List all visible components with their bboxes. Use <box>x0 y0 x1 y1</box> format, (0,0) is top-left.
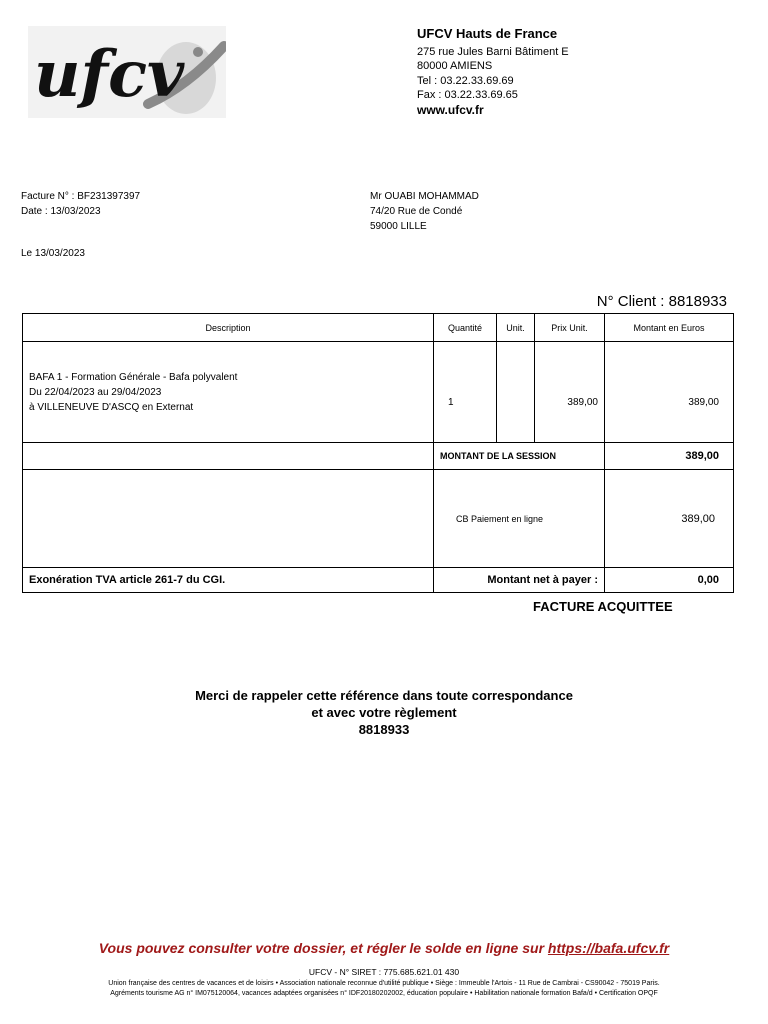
net-amount: 0,00 <box>605 568 734 593</box>
net-label: Montant net à payer : <box>434 568 605 593</box>
payment-amount: 389,00 <box>605 470 734 568</box>
footer-legal-line1: Union française des centres de vacances et de loisirs • Association nationale reconnue d'utilité publique • Siège : Immeuble l'Artois - 11 Rue de Cambrai - CS90042 - 75019 Paris. <box>108 980 660 987</box>
client-street: 74/20 Rue de Condé <box>370 206 463 217</box>
header-prix-unit: Prix Unit. <box>535 314 605 342</box>
net-row <box>23 568 734 593</box>
invoice-date: Date : 13/03/2023 <box>21 206 101 217</box>
client-name: Mr OUABI MOHAMMAD <box>370 191 479 202</box>
session-amount: 389,00 <box>605 443 734 470</box>
company-tel: Tel : 03.22.33.69.69 <box>417 74 514 87</box>
client-city: 59000 LILLE <box>370 221 427 232</box>
item-prix-unit: 389,00 <box>535 342 605 443</box>
company-fax: Fax : 03.22.33.69.65 <box>417 89 518 101</box>
company-address-line1: 275 rue Jules Barni Bâtiment E <box>417 45 569 58</box>
item-description-line2: Du 22/04/2023 au 29/04/2023 <box>29 386 162 398</box>
reference-note-line1: Merci de rappeler cette référence dans toute correspondance <box>195 688 573 703</box>
exoneration-note: Exonération TVA article 261-7 du CGI. <box>23 568 434 593</box>
header-unit: Unit. <box>497 314 535 342</box>
header-quantite: Quantité <box>434 314 497 342</box>
header-montant: Montant en Euros <box>605 314 734 342</box>
ufcv-logo <box>28 26 226 118</box>
logo-text: ufcv <box>34 37 185 112</box>
reference-note-line2: et avec votre règlement <box>311 705 457 720</box>
company-block <box>417 27 569 117</box>
paid-status: FACTURE ACQUITTEE <box>533 599 673 614</box>
table-row <box>23 342 734 443</box>
online-notice-text: Vous pouvez consulter votre dossier, et régler le solde en ligne sur <box>98 940 545 956</box>
item-description-line3: à VILLENEUVE D'ASCQ en Externat <box>29 401 194 413</box>
invoice-number: Facture N° : BF231397397 <box>21 191 141 202</box>
reference-note <box>0 687 768 738</box>
online-notice <box>0 940 768 956</box>
letter-date: Le 13/03/2023 <box>21 248 85 259</box>
payment-empty-cell <box>23 470 434 568</box>
client-number: N° Client : 8818933 <box>596 293 727 310</box>
company-website[interactable]: www.ufcv.fr <box>417 102 484 117</box>
invoice-table <box>22 313 734 593</box>
item-description-line1: BAFA 1 - Formation Générale - Bafa polyvalent <box>29 371 238 383</box>
reference-number: 8818933 <box>358 722 410 737</box>
header-description: Description <box>23 314 434 342</box>
item-description <box>23 342 434 443</box>
logo-dot <box>193 47 203 57</box>
footer-legal-line2: Agréments tourisme AG n° IM075120064, vacances adaptées organisées n° IDF20180202002, éducation populaire • Habilitation nationale formation Bafa/d • Certification OPQF <box>110 990 658 997</box>
session-total-row <box>23 443 734 470</box>
company-name: UFCV Hauts de France <box>417 26 558 41</box>
item-quantite: 1 <box>434 342 497 443</box>
item-montant: 389,00 <box>605 342 734 443</box>
payment-row <box>23 470 734 568</box>
item-unit <box>497 342 535 443</box>
table-header-row <box>23 314 734 342</box>
session-empty-cell <box>23 443 434 470</box>
company-address-line2: 80000 AMIENS <box>417 60 493 72</box>
footer-siret: UFCV - N° SIRET : 775.685.621.01 430 <box>308 967 460 977</box>
payment-label: CB Paiement en ligne <box>434 470 605 568</box>
session-label: MONTANT DE LA SESSION <box>434 443 605 470</box>
online-link[interactable]: https://bafa.ufcv.fr <box>547 940 670 956</box>
client-address <box>370 189 479 234</box>
footer-legal <box>0 979 768 999</box>
invoice-meta <box>21 189 140 219</box>
